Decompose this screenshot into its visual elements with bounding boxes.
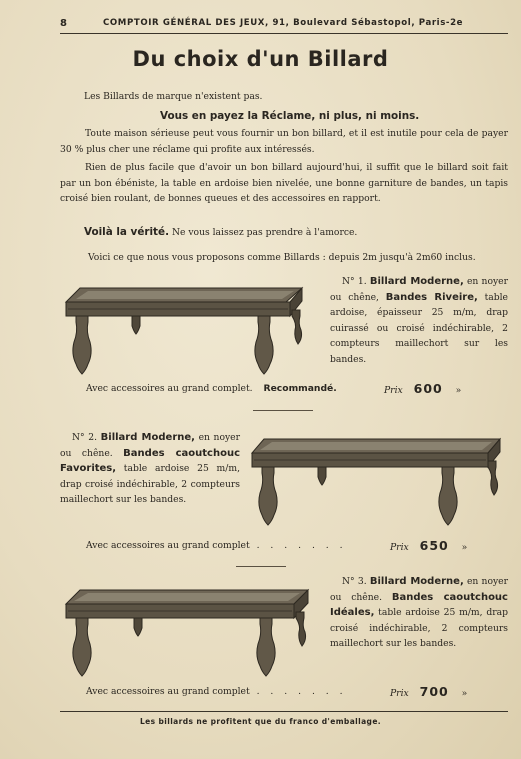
slogan: Vous en payez la Réclame, ni plus, ni moins. xyxy=(160,110,420,122)
verite-bold: Voilà la vérité. xyxy=(84,226,170,238)
product-3-desc-a: en noyer ou chêne. xyxy=(330,576,509,603)
billiard-table-illustration-3 xyxy=(64,586,314,682)
paragraph-1 xyxy=(60,126,508,157)
billiard-table-illustration-2 xyxy=(250,435,505,531)
product-2-bands: Bandes caoutchouc Favorites, xyxy=(60,447,240,474)
product-1-desc-b: table ardoise, épaisseur 25 m/m, drap cuirassé ou croisé indéchirable, 2 compteurs maillechort sur les bandes. xyxy=(330,291,508,365)
running-title: COMPTOIR GÉNÉRAL DES JEUX, 91, Boulevard Sébastopol, Paris-2e xyxy=(103,18,464,28)
product-2-desc-a: en noyer ou chêne. xyxy=(60,432,240,459)
product-2-prix-label: Prix xyxy=(390,542,409,553)
verite-line xyxy=(84,225,357,241)
offer-line: Voici ce que nous vous proposons comme Billards : depuis 2m jusqu'à 2m60 inclus. xyxy=(88,252,476,263)
product-1-number: N° 1. xyxy=(342,276,367,287)
product-1-price-value: 600 xyxy=(413,381,443,396)
product-3-bands: Bandes caoutchouc Idéales, xyxy=(330,591,508,618)
product-2-description xyxy=(60,430,240,508)
product-2-desc-b: table ardoise 25 m/m, drap croisé indéchirable, 2 compteurs maillechort sur les bandes. xyxy=(60,463,240,505)
product-1-prix-label: Prix xyxy=(384,385,403,396)
product-3-name: Billard Moderne, xyxy=(369,576,464,587)
product-3-desc-b: table ardoise 25 m/m, drap croisé indéchirable, 2 compteurs maillechort sur les bandes. xyxy=(330,607,508,649)
paragraph-1-text: Toute maison sérieuse peut vous fournir un bon billard, et il est inutile pour cela de payer 30 % plus cher une réclame qui profite aux intéressés. xyxy=(60,128,508,155)
product-2-name: Billard Moderne, xyxy=(100,432,195,443)
product-1-name: Billard Moderne, xyxy=(369,276,464,287)
header-rule xyxy=(60,33,508,34)
product-2-price-value: 650 xyxy=(419,538,449,553)
product-2-price-line xyxy=(86,540,347,551)
product-2-number: N° 2. xyxy=(72,432,98,443)
billiard-table-illustration-1 xyxy=(62,284,312,384)
paragraph-2 xyxy=(60,160,508,207)
product-2-price-suffix: » xyxy=(461,542,468,553)
product-1-desc-a: en noyer ou chêne, xyxy=(330,276,509,303)
product-1-accessories: Avec accessoires au grand complet. xyxy=(86,383,253,394)
intro-line: Les Billards de marque n'existent pas. xyxy=(84,91,263,102)
product-1-price-suffix: » xyxy=(455,385,462,396)
product-1-bands: Bandes Riveire, xyxy=(385,291,478,303)
product-3-description xyxy=(330,574,508,652)
footer-rule xyxy=(60,711,508,712)
page-title: Du choix d'un Billard xyxy=(132,47,389,71)
product-3-price xyxy=(390,684,467,699)
product-3-price-line xyxy=(86,686,347,697)
paragraph-2-text: Rien de plus facile que d'avoir un bon billard aujourd'hui, il suffit que le billard soit fait par un bon ébéniste, la table en ardoise bien nivelée, une bonne garniture de bandes, un tapis croisé bien roulant, de bonnes queues et des accessoires en rapport. xyxy=(60,162,508,204)
product-1-price-line xyxy=(86,383,337,394)
separator-2 xyxy=(236,566,286,567)
verite-rest: Ne vous laissez pas prendre à l'amorce. xyxy=(169,227,358,238)
product-3-prix-label: Prix xyxy=(390,688,409,699)
product-3-accessories: Avec accessoires au grand complet xyxy=(86,686,250,697)
product-3-leader-dots: . . . . . . . xyxy=(249,686,347,697)
product-3-price-value: 700 xyxy=(419,684,449,699)
page-number: 8 xyxy=(60,18,67,29)
product-1-description xyxy=(330,274,508,367)
product-3-price-suffix: » xyxy=(461,688,468,699)
product-2-price xyxy=(390,538,467,553)
product-3-number: N° 3. xyxy=(342,576,367,587)
separator-1 xyxy=(253,410,313,411)
product-2-accessories: Avec accessoires au grand complet xyxy=(86,540,250,551)
product-1-price xyxy=(384,381,461,396)
footer-note: Les billards ne profitent que du franco d'emballage. xyxy=(139,717,382,726)
product-2-leader-dots: . . . . . . . xyxy=(249,540,347,551)
product-1-note: Recommandé. xyxy=(263,383,337,394)
